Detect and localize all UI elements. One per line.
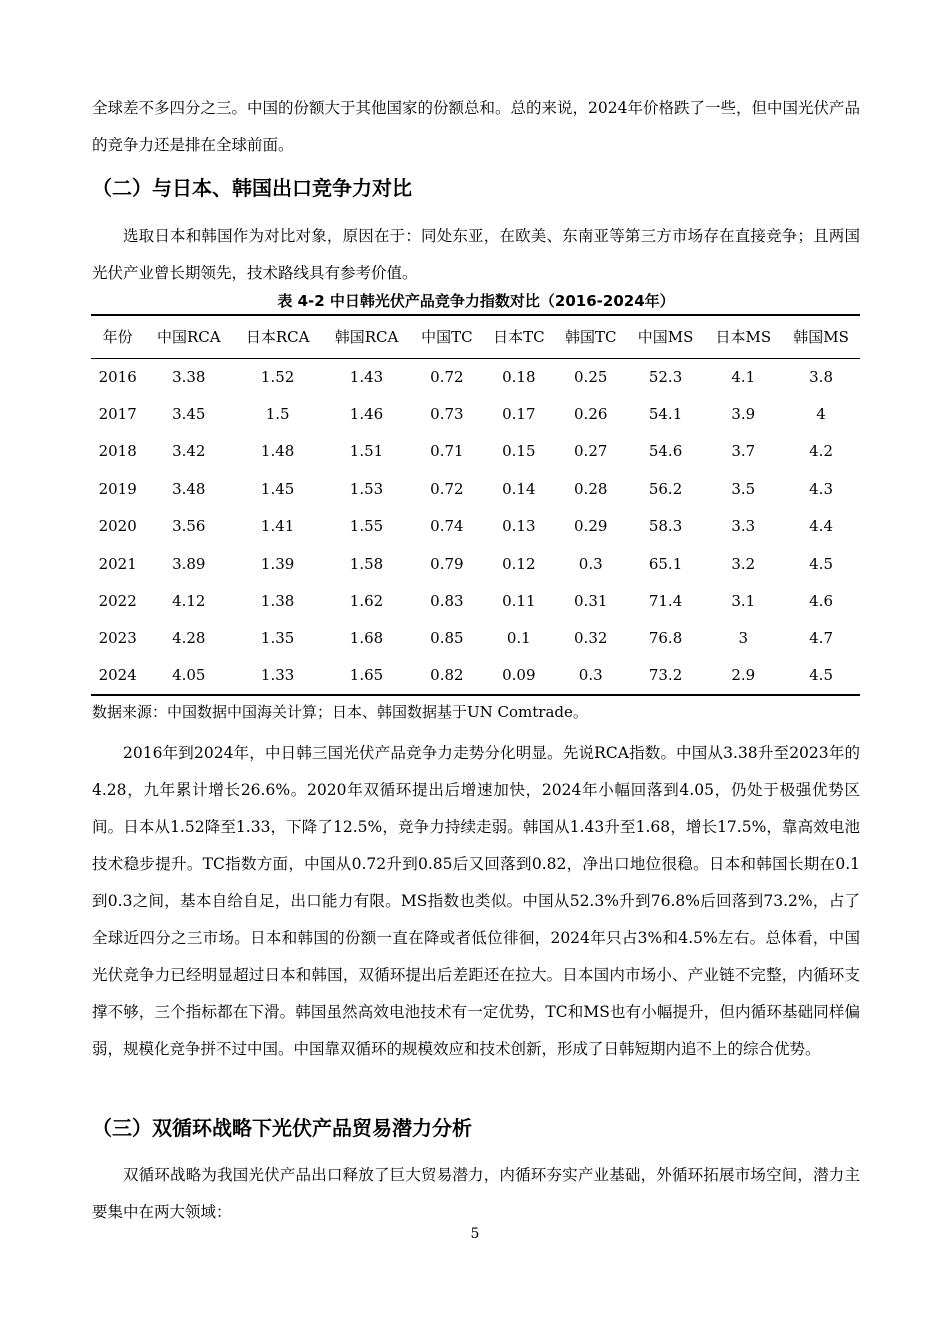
table-cell: 3.56 (172, 517, 206, 536)
table-cell: 4 (816, 405, 826, 424)
table-cell-year: 2021 (98, 554, 137, 573)
table-cell: 0.18 (502, 367, 536, 386)
table-cell: 0.28 (574, 479, 608, 498)
header-korea-tc: 韩国TC (555, 315, 627, 358)
section-3-heading: （三）双循环战略下光伏产品贸易潜力分析 (92, 1116, 472, 1140)
table-cell-year: 2022 (98, 592, 137, 611)
table-cell: 0.79 (430, 554, 464, 573)
table-cell: 1.65 (322, 657, 411, 694)
table-cell: 4.6 (809, 592, 833, 611)
table-cell: 56.2 (648, 479, 683, 498)
competitiveness-table (91, 314, 860, 696)
page-number: 5 (470, 1226, 480, 1242)
table-cell: 4.5 (782, 657, 860, 694)
table-cell: 0.25 (574, 367, 608, 386)
table-row (91, 657, 860, 694)
table-cell: 3.7 (731, 442, 756, 461)
table-cell-year: 2017 (98, 405, 137, 424)
table-cell: 54.6 (648, 442, 683, 461)
table-cell: 3.89 (172, 554, 206, 573)
table-cell: 4.28 (172, 629, 206, 648)
table-row (91, 545, 860, 582)
table-cell-year: 2018 (98, 442, 137, 461)
header-japan-ms: 日本MS (704, 315, 782, 358)
table-cell: 1.33 (233, 657, 322, 694)
table-cell: 0.32 (574, 629, 608, 648)
table-cell: 3.2 (731, 554, 756, 573)
header-japan-tc: 日本TC (483, 315, 555, 358)
table-cell: 0.85 (430, 629, 464, 648)
table-cell: 1.68 (349, 629, 384, 648)
table-cell-year: 2019 (98, 479, 137, 498)
table-cell: 1.48 (260, 442, 295, 461)
data-source-note: 数据来源：中国数据中国海关计算；日本、韩国数据基于UN Comtrade。 (92, 703, 588, 721)
table-cell: 0.82 (411, 657, 483, 694)
table-cell: 73.2 (627, 657, 705, 694)
table-cell: 0.72 (430, 367, 464, 386)
table-cell: 76.8 (648, 629, 683, 648)
table-row (91, 358, 860, 395)
header-china-tc: 中国TC (411, 315, 483, 358)
table-cell: 0.12 (502, 554, 536, 573)
table-cell: 1.46 (349, 405, 384, 424)
table-cell: 0.71 (430, 442, 464, 461)
header-year: 年份 (91, 315, 144, 358)
table-cell: 0.13 (502, 517, 536, 536)
header-korea-rca: 韩国RCA (322, 315, 411, 358)
table-cell: 71.4 (648, 592, 683, 611)
table-cell: 4.12 (172, 592, 206, 611)
header-china-ms: 中国MS (627, 315, 705, 358)
table-cell: 0.17 (502, 405, 536, 424)
table-cell: 0.31 (574, 592, 608, 611)
table-row (91, 582, 860, 619)
table-cell: 2.9 (704, 657, 782, 694)
table-cell: 3.5 (731, 479, 756, 498)
table-cell: 0.15 (502, 442, 536, 461)
table-cell: 0.14 (502, 479, 536, 498)
table-cell: 1.53 (349, 479, 384, 498)
table-cell: 1.55 (349, 517, 384, 536)
table-row (91, 508, 860, 545)
table-row (91, 620, 860, 657)
header-china-rca: 中国RCA (144, 315, 233, 358)
table-cell: 3.9 (731, 405, 756, 424)
table-header-row (91, 315, 860, 358)
header-korea-ms: 韩国MS (782, 315, 860, 358)
table-cell: 4.3 (809, 479, 833, 498)
table-cell: 1.43 (349, 367, 384, 386)
table-row (91, 433, 860, 470)
table-row (91, 470, 860, 507)
table-row (91, 395, 860, 432)
table-cell: 0.27 (574, 442, 608, 461)
table-cell: 0.83 (430, 592, 464, 611)
table-cell: 65.1 (648, 554, 683, 573)
table-cell: 1.41 (260, 517, 295, 536)
table-cell: 1.35 (260, 629, 295, 648)
table-cell: 4.2 (809, 442, 833, 461)
table-cell: 3.38 (172, 367, 206, 386)
table-cell: 0.74 (430, 517, 464, 536)
table-cell: 3 (738, 629, 749, 648)
table-cell: 1.38 (260, 592, 295, 611)
table-cell: 3.42 (172, 442, 206, 461)
analysis-paragraph: 2016年到2024年，中日韩三国光伏产品竞争力走势分化明显。先说RCA指数。中国从3.38升至2023年的4.28，九年累计增长26.6%。2020年双循环提出后增速加快，2024年小幅回落到4.05，仍处于极强优势区间。日本从1.52降至1.33，下降了12.5%，竞争力持续走弱。韩国从1.43升至1.68，增长17.5%，靠高效电池技术稳步提升。TC指数方面，中国从0.72升到0.85后又回落到0.82，净出口地位很稳。日本和韩国长期在0.1到0.3之间，基本自给自足，出口能力有限。MS指数也类似。中国从52.3%升到76.8%后回落到73.2%，占了全球近四分之三市场。日本和韩国的份额一直在降或者低位徘徊，2024年只占3%和4.5%左右。总体看，中国光伏竞争力已经明显超过日本和韩国，双循环提出后差距还在拉大。日本国内市场小、产业链不完整，内循环支撑不够，三个指标都在下滑。韩国虽然高效电池技术有一定优势，TC和MS也有小幅提升，但内循环基础同样偏弱，规模化竞争拼不过中国。中国靠双循环的规模效应和技术创新，形成了日韩短期内追不上的综合优势。 (92, 744, 860, 1058)
table-cell: 4.4 (809, 517, 833, 536)
table-cell-year: 2020 (98, 517, 137, 536)
table-cell: 3.3 (731, 517, 756, 536)
table-cell-year: 2024 (91, 657, 144, 694)
table-body (91, 358, 860, 695)
header-japan-rca: 日本RCA (233, 315, 322, 358)
table-cell: 54.1 (648, 405, 683, 424)
table-cell: 0.29 (574, 517, 608, 536)
table-cell: 4.1 (731, 367, 756, 386)
table-cell: 3.1 (731, 592, 756, 611)
section-2-heading: （二）与日本、韩国出口竞争力对比 (92, 176, 412, 200)
table-cell-year: 2023 (98, 629, 137, 648)
table-cell: 3.45 (172, 405, 206, 424)
table-cell: 4.05 (144, 657, 233, 694)
table-cell: 4.7 (809, 629, 833, 648)
table-cell: 0.11 (502, 592, 536, 611)
table-caption: 表 4-2 中日韩光伏产品竞争力指数对比（2016-2024年） (277, 292, 675, 310)
section-3-paragraph: 双循环战略为我国光伏产品出口释放了巨大贸易潜力，内循环夯实产业基础，外循环拓展市场空间，潜力主要集中在两大领域： (92, 1166, 860, 1221)
table-cell: 3.48 (172, 479, 206, 498)
table-cell: 0.3 (555, 657, 627, 694)
table-cell: 1.39 (260, 554, 295, 573)
table-cell: 0.72 (430, 479, 464, 498)
table-cell: 58.3 (648, 517, 683, 536)
table-cell: 0.26 (574, 405, 608, 424)
section-2-paragraph: 选取日本和韩国作为对比对象，原因在于：同处东亚，在欧美、东南亚等第三方市场存在直接竞争；且两国光伏产业曾长期领先，技术路线具有参考价值。 (92, 227, 860, 282)
table-cell: 0.1 (506, 629, 531, 648)
table-cell-year: 2016 (98, 367, 137, 386)
table-cell: 0.73 (430, 405, 464, 424)
table-cell: 1.5 (265, 405, 290, 424)
table-cell: 1.45 (260, 479, 295, 498)
table-cell: 0.3 (578, 554, 603, 573)
table-cell: 0.09 (483, 657, 555, 694)
table-cell: 1.51 (349, 442, 384, 461)
table-cell: 52.3 (648, 367, 683, 386)
table-cell: 1.62 (349, 592, 384, 611)
table-cell: 4.5 (809, 554, 833, 573)
table-cell: 1.58 (349, 554, 384, 573)
table-cell: 3.8 (809, 367, 833, 386)
intro-paragraph: 全球差不多四分之三。中国的份额大于其他国家的份额总和。总的来说，2024年价格跌了一些，但中国光伏产品的竞争力还是排在全球前面。 (92, 99, 860, 154)
table-cell: 1.52 (260, 367, 295, 386)
